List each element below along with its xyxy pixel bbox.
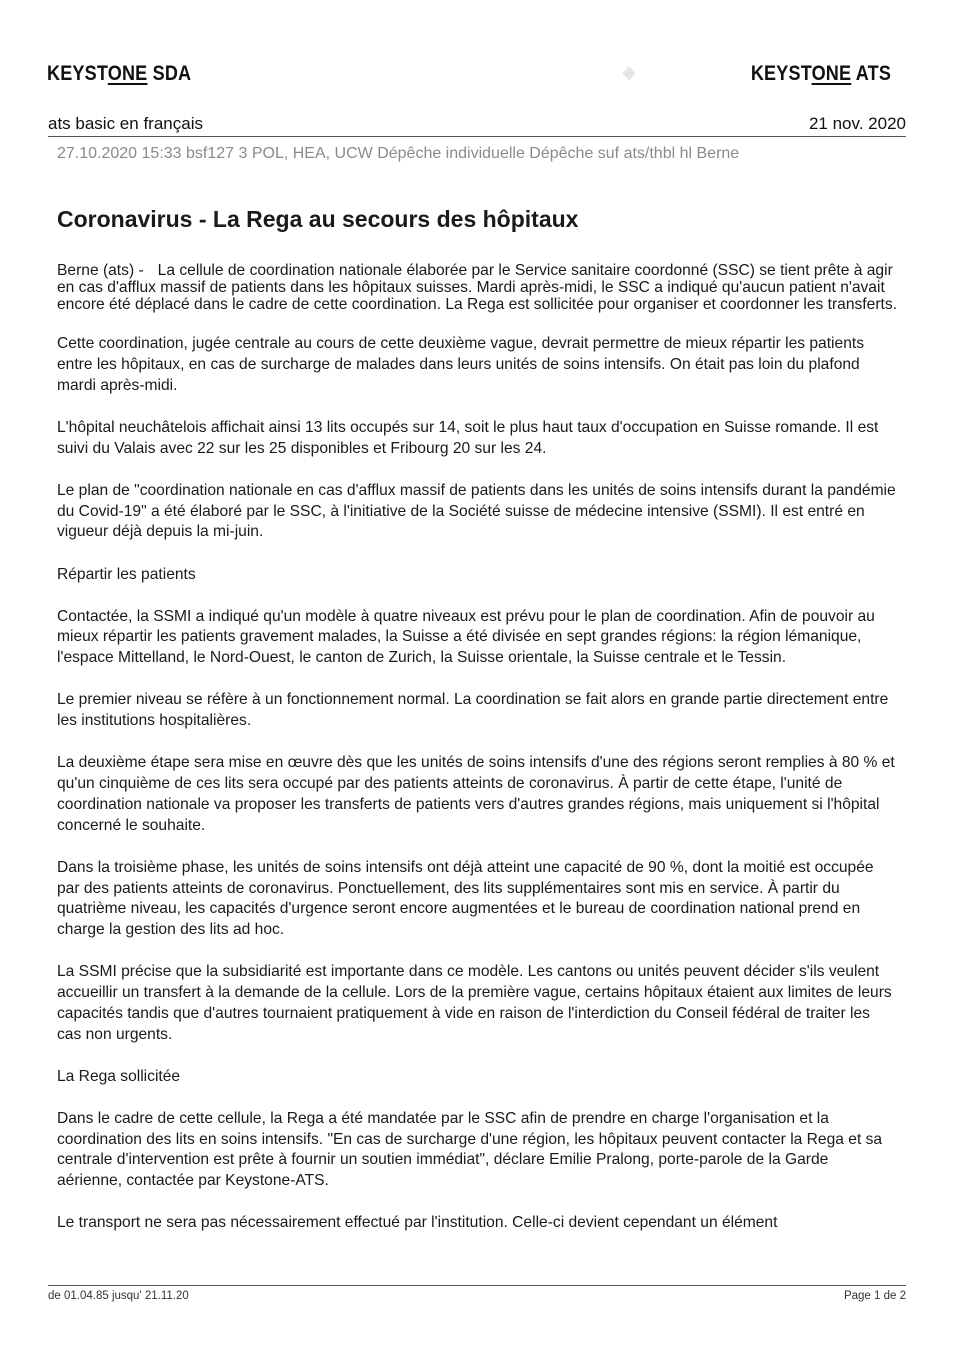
article-lead [57,262,897,313]
keystone-sda-logo: KEYSTONE SDA [47,62,192,85]
issue-date: 21 nov. 2020 [808,114,906,133]
subheading: Répartir les patients [57,565,196,583]
date-range: de 01.04.85 jusqu' 21.11.20 [48,1290,189,1302]
paragraph: Contactée, la SSMI a indiqué qu'un modèle à quatre niveaux est prévu pour le plan de coordination. Afin de pouvoir au mieux répartir les patients gravement malades, la Suisse a été divisée en sept grandes régions: la région lémanique, l'espace Mittelland, le Nord-Ouest, le canton de Zurich, la Suisse orientale, la Suisse centrale et le Tessin. [57,607,875,667]
paragraph: La deuxième étape sera mise en œuvre dès que les unités de soins intensifs d'une des régions seront remplies à 80 % et qu'un cinquième de ces lits sera occupé par des patients atteints de coronavirus. À partir de cette étape, l'unité de coordination nationale va proposer les transferts de patients vers d'autres grandes régions, mais uniquement si l'hôpital concerné le souhaite. [57,754,895,834]
paragraph: Dans le cadre de cette cellule, la Rega a été mandatée par le SSC afin de prendre en charge l'organisation et la coordination des lits en soins intensifs. "En cas de surcharge d'une région, les hôpitaux peuvent contacter la Rega et sa centrale d'intervention est prête à fournir un soutien immédiat", déclare Emilie Pralong, porte-parole de la Garde aérienne, contactée par Keystone-ATS. [57,1109,883,1190]
article-title: Coronavirus - La Rega au secours des hôpitaux [57,206,579,232]
subheading: La Rega sollicitée [57,1067,181,1085]
paragraph: Le transport ne sera pas nécessairement effectué par l'institution. Celle-ci devient cependant un élément [57,1214,778,1232]
keystone-ats-logo: KEYSTONE ATS [750,62,891,85]
paragraph: Le premier niveau se réfère à un fonctionnement normal. La coordination se fait alors en grande partie directement entre les institutions hospitalières. [57,691,889,730]
watermark-icon: ◆ [622,62,636,82]
footer-divider [48,1285,906,1286]
lead-text: La cellule de coordination nationale élaborée par le Service sanitaire coordonné (SSC) se tient prête à agir en cas d'afflux massif de patients dans les hôpitaux suisses. Mardi après-midi, le SSC a indiqué qu'aucun patient n'avait encore été déplacé dans le cadre de cette coordination. La Rega est sollicitée pour organiser et coordonner les transferts. [57,262,897,313]
dateline: Berne (ats) - [57,262,144,279]
paragraph: L'hôpital neuchâtelois affichait ainsi 13 lits occupés sur 14, soit le plus haut taux d'occupation en Suisse romande. Il est suivi du Valais avec 22 sur les 25 disponibles et Fribourg 20 sur les 24. [57,418,879,457]
paragraph: La SSMI précise que la subsidiarité est importante dans ce modèle. Les cantons ou unités peuvent décider s'ils veulent accueillir un transfert à la demande de la cellule. Lors de la première vague, certains hôpitaux étaient aux limites de leurs capacités tandis que d'autres tournaient pratiquement à vide en raison de l'interdiction du Conseil fédéral de traiter les cas non urgents. [57,963,892,1043]
dispatch-metadata: 27.10.2020 15:33 bsf127 3 POL, HEA, UCW Dépêche individuelle Dépêche suf ats/thbl hl Berne [57,145,740,162]
article-body [57,262,897,1255]
paragraph: Le plan de "coordination nationale en cas d'afflux massif de patients dans les unités de soins intensifs durant la pandémie du Covid-19" a été élaboré par le SSC, à l'initiative de la Société suisse de médecine intensive (SSMI). Il est entré en vigueur déjà depuis la mi-juin. [57,481,896,541]
service-name: ats basic en français [48,114,203,133]
paragraph: Cette coordination, jugée centrale au cours de cette deuxième vague, devrait permettre de mieux répartir les patients entre les hôpitaux, en cas de surcharge de malades dans leurs unités de soins intensifs. On était pas loin du plafond mardi après-midi. [57,335,864,394]
page-number: Page 1 de 2 [843,1290,906,1302]
paragraph: Dans la troisième phase, les unités de soins intensifs ont déjà atteint une capacité de 90 %, dont la moitié est occupée par des patients atteints de coronavirus. Ponctuellement, des lits supplémentaires sont mis en service. À partir du quatrième niveau, les capacités d'urgence seront encore augmentées et le bureau de coordination national prend en charge la gestion des lits ad hoc. [57,858,874,939]
